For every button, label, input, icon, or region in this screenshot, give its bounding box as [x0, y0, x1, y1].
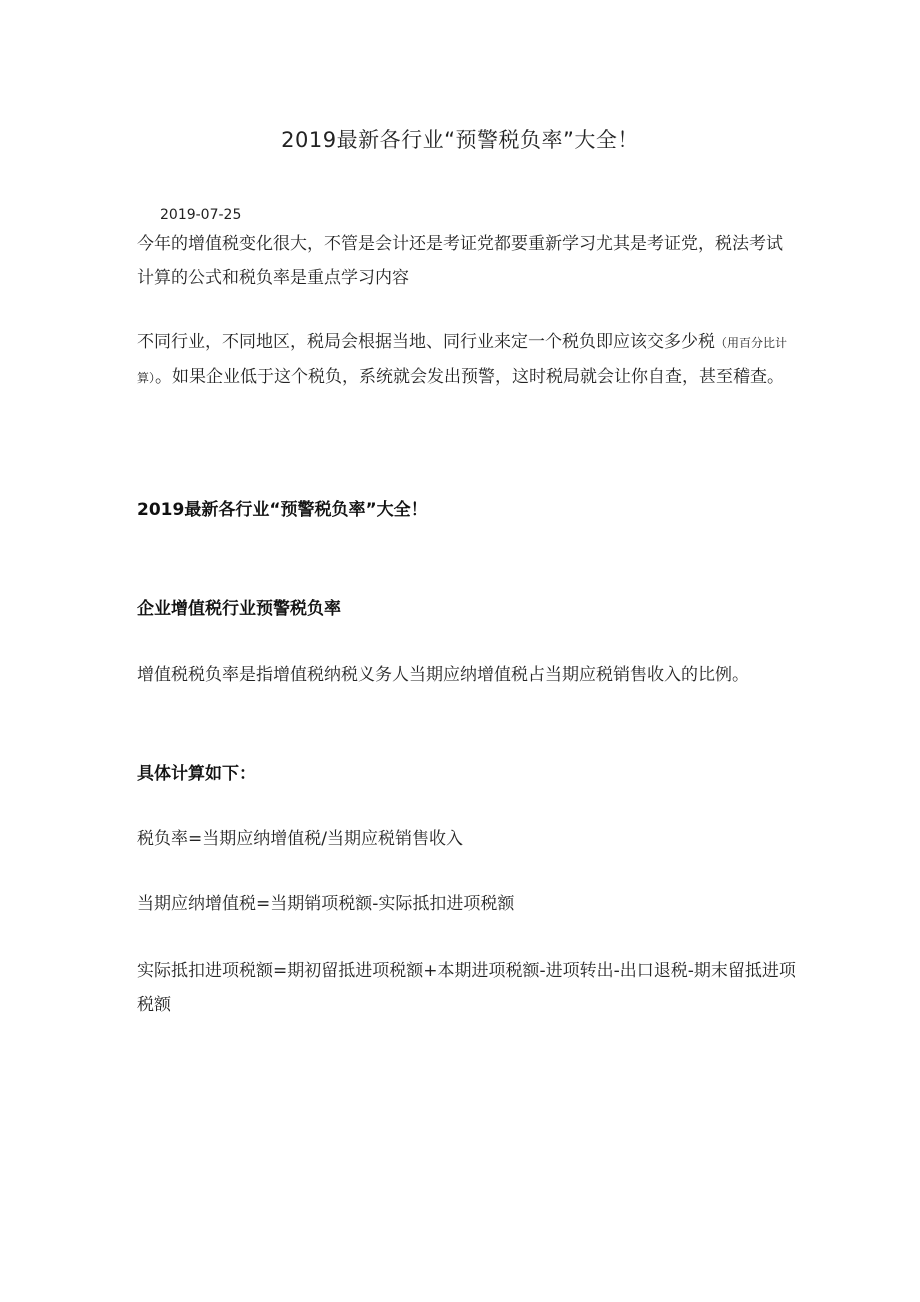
- formula-input-tax: 实际抵扣进项税额=期初留抵进项税额+本期进项税额-进项转出-出口退税-期末留抵进项税额: [137, 961, 796, 1015]
- definition-paragraph: 增值税税负率是指增值税纳税义务人当期应纳增值税占当期应税销售收入的比例。: [137, 665, 749, 685]
- intro-paragraph: 今年的增值税变化很大，不管是会计还是考证党都要重新学习尤其是考证党，税法考试计算的公式和税负率是重点学习内容: [137, 234, 783, 288]
- warning-text-b: 。如果企业低于这个税负，系统就会发出预警，这时税局就会让你自查，甚至稽查。: [155, 367, 785, 387]
- article-date: 2019-07-25: [160, 207, 242, 223]
- formula-tax-rate: 税负率=当期应纳增值税/当期应税销售收入: [137, 829, 463, 849]
- main-heading: 2019最新各行业“预警税负率”大全！: [137, 500, 428, 520]
- vat-heading: 企业增值税行业预警税负率: [137, 599, 341, 619]
- warning-paren-note: （用百分比计算）: [137, 336, 788, 385]
- calc-heading: 具体计算如下：: [137, 764, 256, 784]
- warning-text-a: 不同行业，不同地区，税局会根据当地、同行业来定一个税负即应该交多少税: [137, 332, 715, 352]
- article-title: 2019最新各行业“预警税负率”大全！: [281, 128, 639, 152]
- formula-payable-vat: 当期应纳增值税=当期销项税额-实际抵扣进项税额: [137, 894, 515, 914]
- warning-paragraph: [137, 325, 797, 395]
